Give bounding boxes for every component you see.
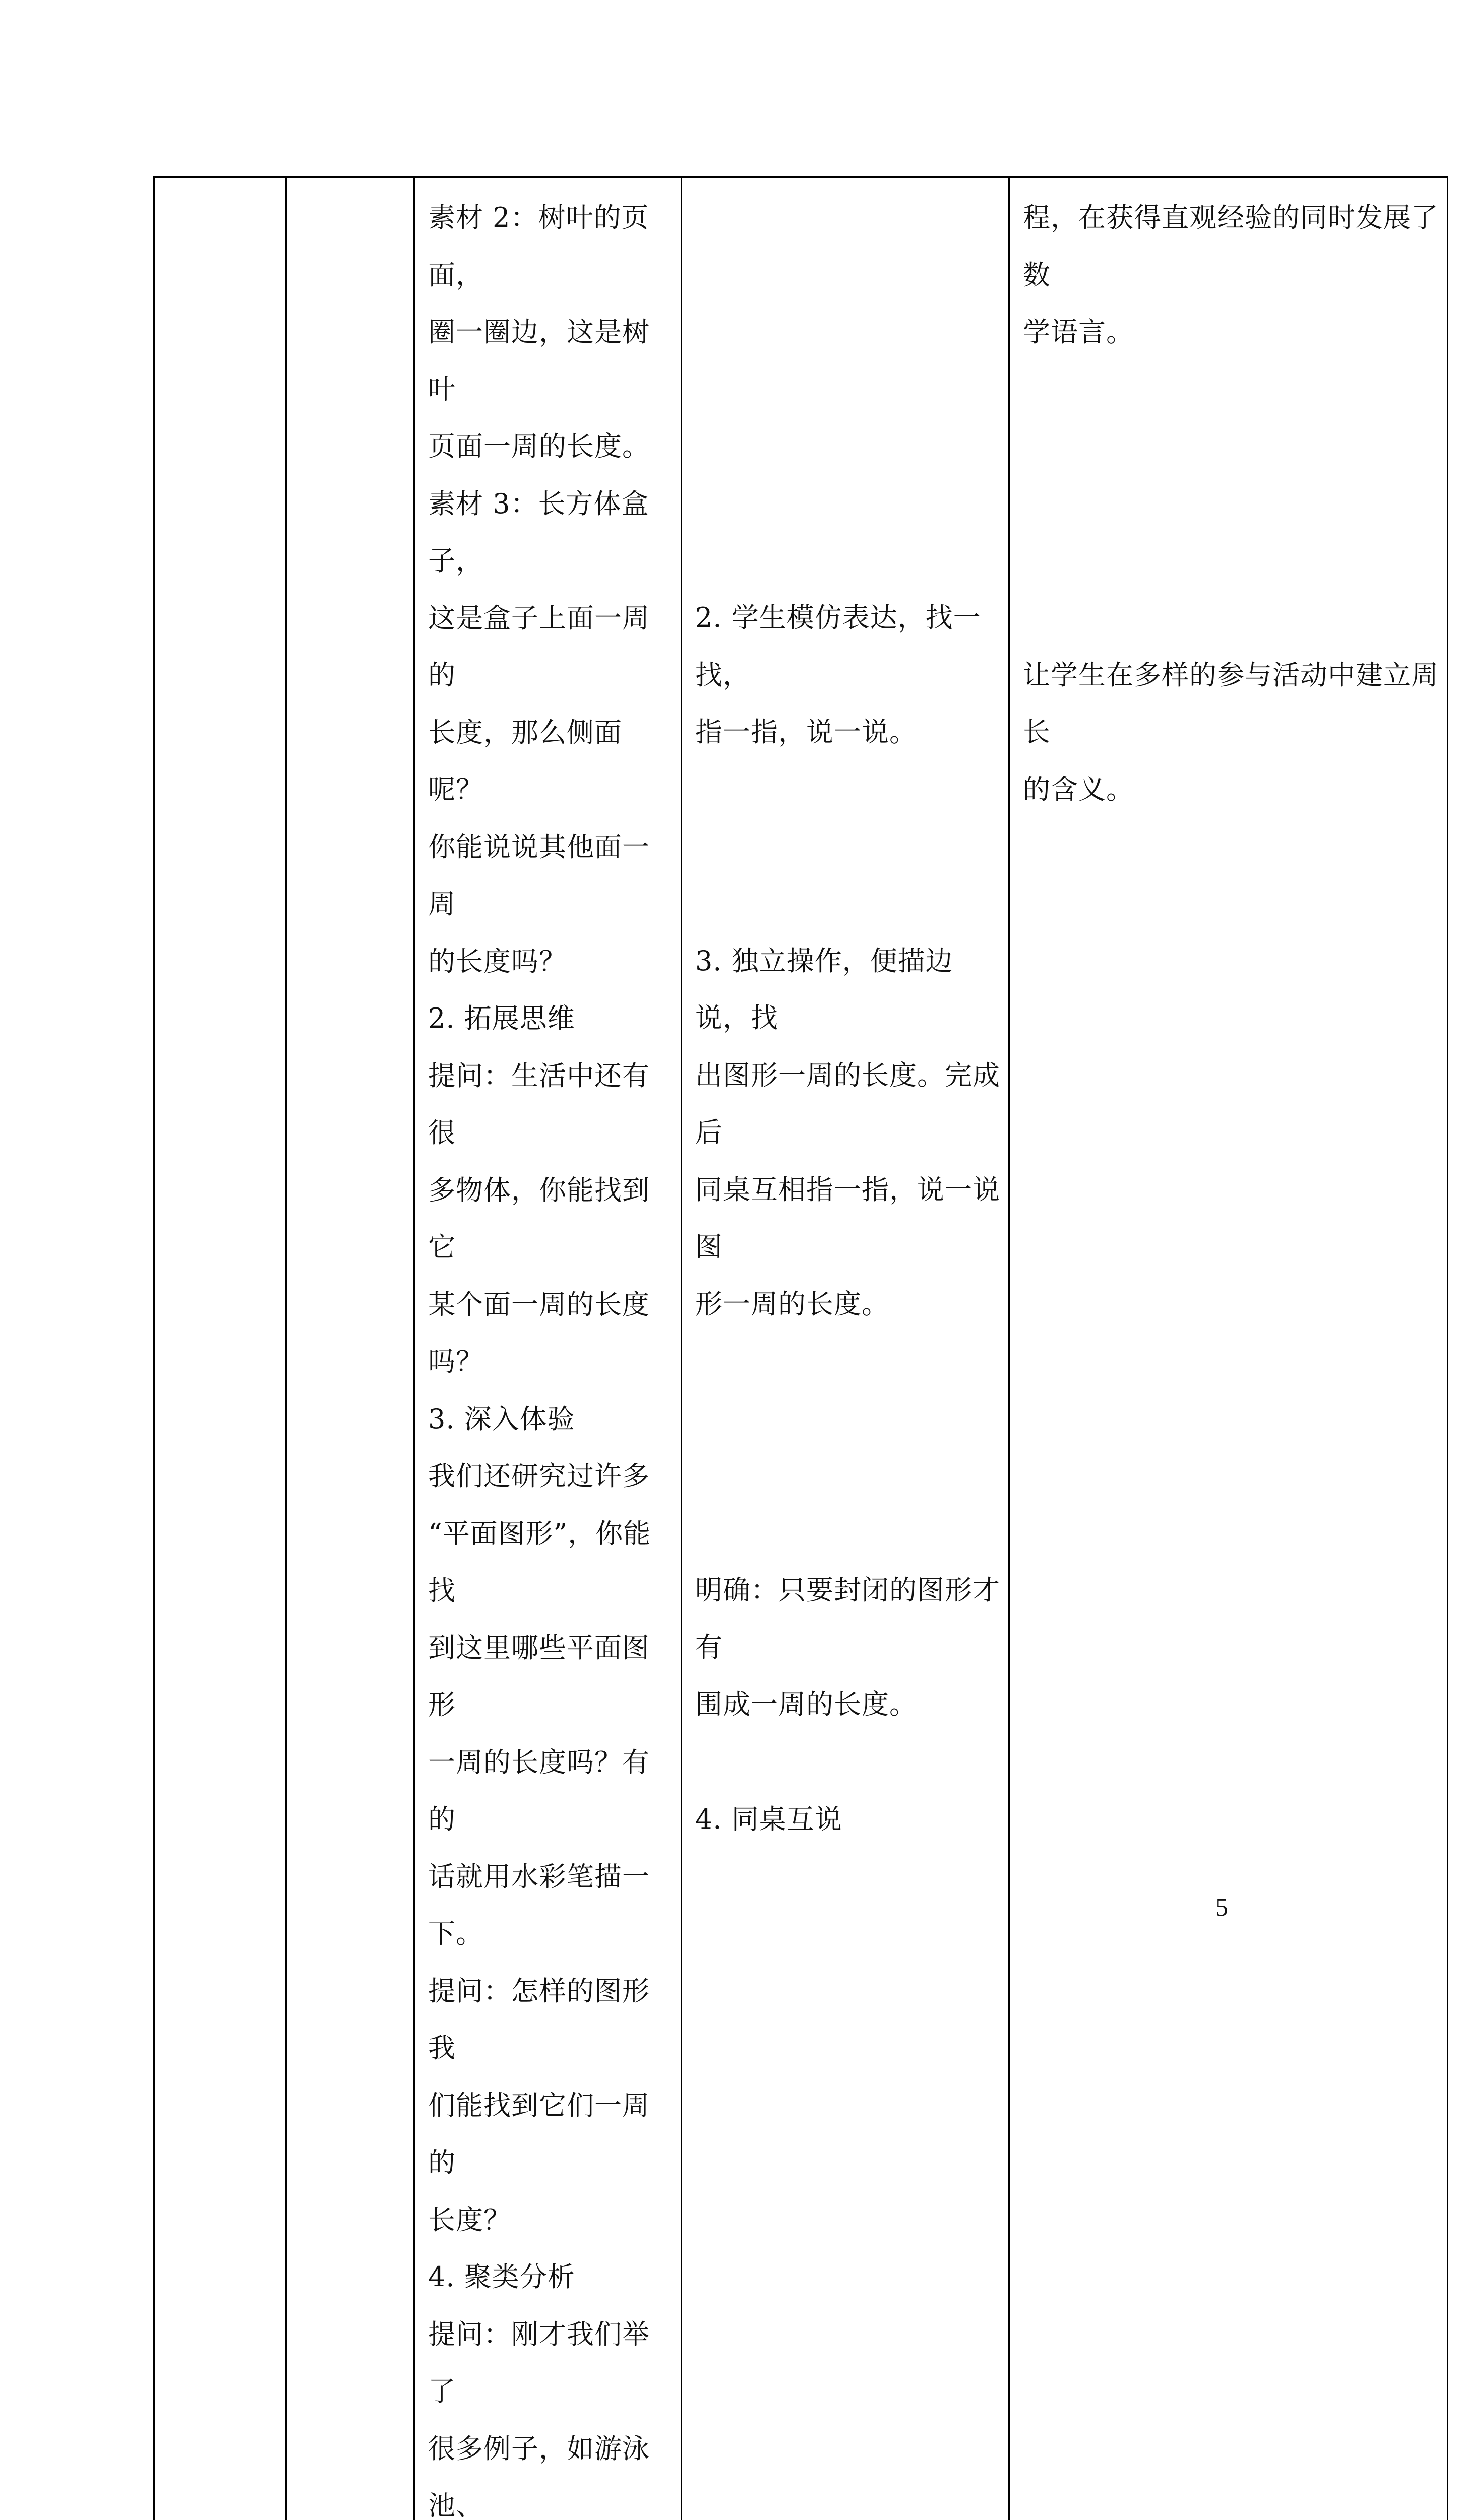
clarification-line: 围成一周的长度。	[695, 1676, 1001, 1733]
intent-line: 程，在获得直观经验的同时发展了数	[1023, 189, 1440, 303]
teacher-line: 一周的长度吗？有的	[428, 1734, 674, 1848]
teacher-line: 圈一圈边，这是树叶	[428, 303, 674, 418]
column-2-cell	[286, 177, 414, 2520]
teacher-activity-cell	[414, 177, 682, 2520]
teacher-line: 提问：生活中还有很	[428, 1047, 674, 1162]
teacher-line: 我们还研究过许多	[428, 1447, 674, 1505]
teacher-line: 素材 3：长方体盒子，	[428, 475, 674, 590]
teacher-line: 到这里哪些平面图形	[428, 1619, 674, 1734]
student-activity-cell	[682, 177, 1009, 2520]
teacher-line: 某个面一周的长度	[428, 1276, 674, 1334]
student-line: 指一指，说一说。	[695, 704, 1001, 761]
student-line: 同桌互相指一指，说一说图	[695, 1161, 1001, 1276]
teacher-line: 长度？	[428, 2191, 674, 2249]
section-heading: 4. 聚类分析	[428, 2248, 674, 2306]
student-activity-lines	[682, 178, 1008, 1848]
teacher-line: 很多例子，如游泳池、	[428, 2420, 674, 2520]
clarification-line: 明确：只要封闭的图形才有	[695, 1561, 1001, 1676]
teacher-line: 页面一周的长度。	[428, 418, 674, 475]
column-1-cell	[154, 177, 286, 2520]
intent-line: 的含义。	[1023, 761, 1440, 818]
teacher-line: 提问：怎样的图形我	[428, 1963, 674, 2077]
student-line: 3. 独立操作，便描边说，找	[695, 932, 1001, 1047]
table-row	[154, 177, 1448, 2520]
page-number: 5	[1215, 1893, 1228, 1922]
student-line: 出图形一周的长度。完成后	[695, 1047, 1001, 1161]
section-heading: 2. 拓展思维	[428, 990, 674, 1047]
design-intent-cell	[1009, 177, 1448, 2520]
teacher-line: 这是盒子上面一周的	[428, 590, 674, 704]
teacher-line: 们能找到它们一周的	[428, 2077, 674, 2191]
student-line: 4. 同桌互说	[695, 1791, 1001, 1848]
teacher-line: “平面图形”，你能找	[428, 1505, 674, 1619]
teacher-line: 提问：刚才我们举了	[428, 2306, 674, 2420]
teacher-line: 吗？	[428, 1333, 674, 1391]
intent-line: 让学生在多样的参与活动中建立周长	[1023, 647, 1440, 761]
student-line: 2. 学生模仿表达，找一找，	[695, 589, 1001, 704]
teacher-line: 多物体，你能找到它	[428, 1162, 674, 1276]
teacher-line: 话就用水彩笔描一下。	[428, 1848, 674, 1963]
teacher-line: 长度，那么侧面呢？	[428, 704, 674, 818]
teacher-line: 的长度吗？	[428, 933, 674, 990]
teacher-activity-lines	[415, 178, 681, 2520]
section-heading: 3. 深入体验	[428, 1391, 674, 1448]
teacher-line: 素材 2：树叶的页面，	[428, 189, 674, 303]
teacher-line: 你能说说其他面一周	[428, 818, 674, 933]
student-line: 形一周的长度。	[695, 1276, 1001, 1333]
lesson-plan-table	[153, 176, 1448, 2520]
design-intent-lines	[1010, 178, 1447, 818]
intent-line: 学语言。	[1023, 303, 1440, 361]
